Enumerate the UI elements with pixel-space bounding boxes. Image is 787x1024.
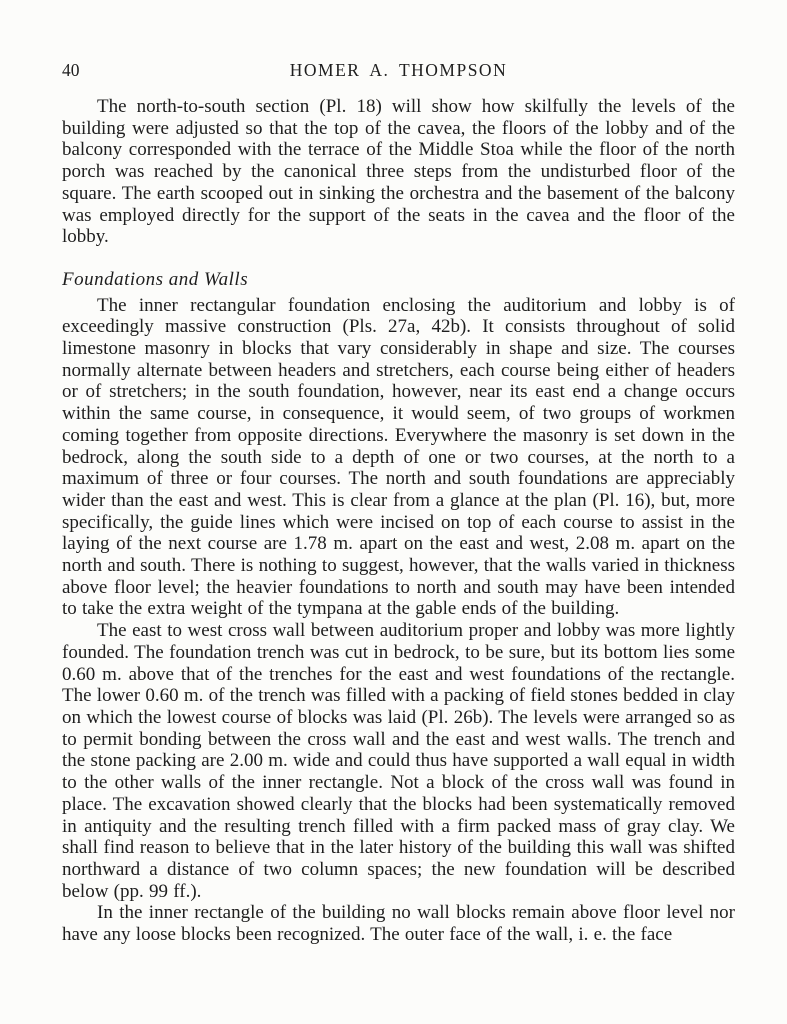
paragraph-inner-foundation: The inner rectangular foundation enclosing the auditorium and lobby is of exceedingly massive construction (Pls. 27a, 42b). It consists throughout of solid limestone masonry in blocks that vary considerably in shape and size. The courses normally alternate between headers and stretchers, each course being either of headers or of stretchers; in the south foundation, however, near its east end a change occurs within the same course, in consequence, it would seem, of two groups of workmen coming together from opposite directions. Everywhere the masonry is set down in the bedrock, along the south side to a depth of one or two courses, at the north to a maximum of three or four courses. The north and south foundations are appreciably wider than the east and west. This is clear from a glance at the plan (Pl. 16), but, more specifically, the guide lines which were incised on top of each course to assist in the laying of the next course are 1.78 m. apart on the east and west, 2.08 m. apart on the north and south. There is nothing to suggest, however, that the walls varied in thickness above floor level; the heavier foundations to north and south may have been intended to take the extra weight of the tympana at the gable ends of the building. (62, 294, 735, 620)
page-number: 40 (62, 60, 80, 80)
paragraph-cross-wall: The east to west cross wall between auditorium proper and lobby was more lightly founded. The foundation trench was cut in bedrock, to be sure, but its bottom lies some 0.60 m. above that of the trenches for the east and west foundations of the rectangle. The lower 0.60 m. of the trench was filled with a packing of field stones bedded in clay on which the lowest course of blocks was laid (Pl. 26b). The levels were arranged so as to permit bonding between the cross wall and the east and west walls. The trench and the stone packing are 2.00 m. wide and could thus have supported a wall equal in width to the other walls of the inner rectangle. Not a block of the cross wall was found in place. The excavation showed clearly that the blocks had been systematically removed in antiquity and the resulting trench filled with a firm packed mass of gray clay. We shall find reason to believe that in the later history of the building this wall was shifted northward a distance of two column spaces; the new foundation will be described below (pp. 99 ff.). (62, 620, 735, 902)
running-head-title: HOMER A. THOMPSON (289, 60, 508, 80)
page-body (62, 96, 735, 946)
section-heading-foundations-and-walls: Foundations and Walls (62, 268, 249, 290)
running-header (62, 60, 735, 80)
paragraph-inner-rectangle: In the inner rectangle of the building no wall blocks remain above floor level nor have any loose blocks been recognized. The outer face of the wall, i. e. the face (62, 902, 735, 946)
page-content (62, 60, 735, 946)
paragraph-intro: The north-to-south section (Pl. 18) will show how skilfully the levels of the building were adjusted so that the top of the cavea, the floors of the lobby and of the balcony corresponded with the terrace of the Middle Stoa while the floor of the north porch was reached by the canonical three steps from the undisturbed floor of the square. The earth scooped out in sinking the orchestra and the basement of the balcony was employed directly for the support of the seats in the cavea and the floor of the lobby. (62, 96, 735, 248)
